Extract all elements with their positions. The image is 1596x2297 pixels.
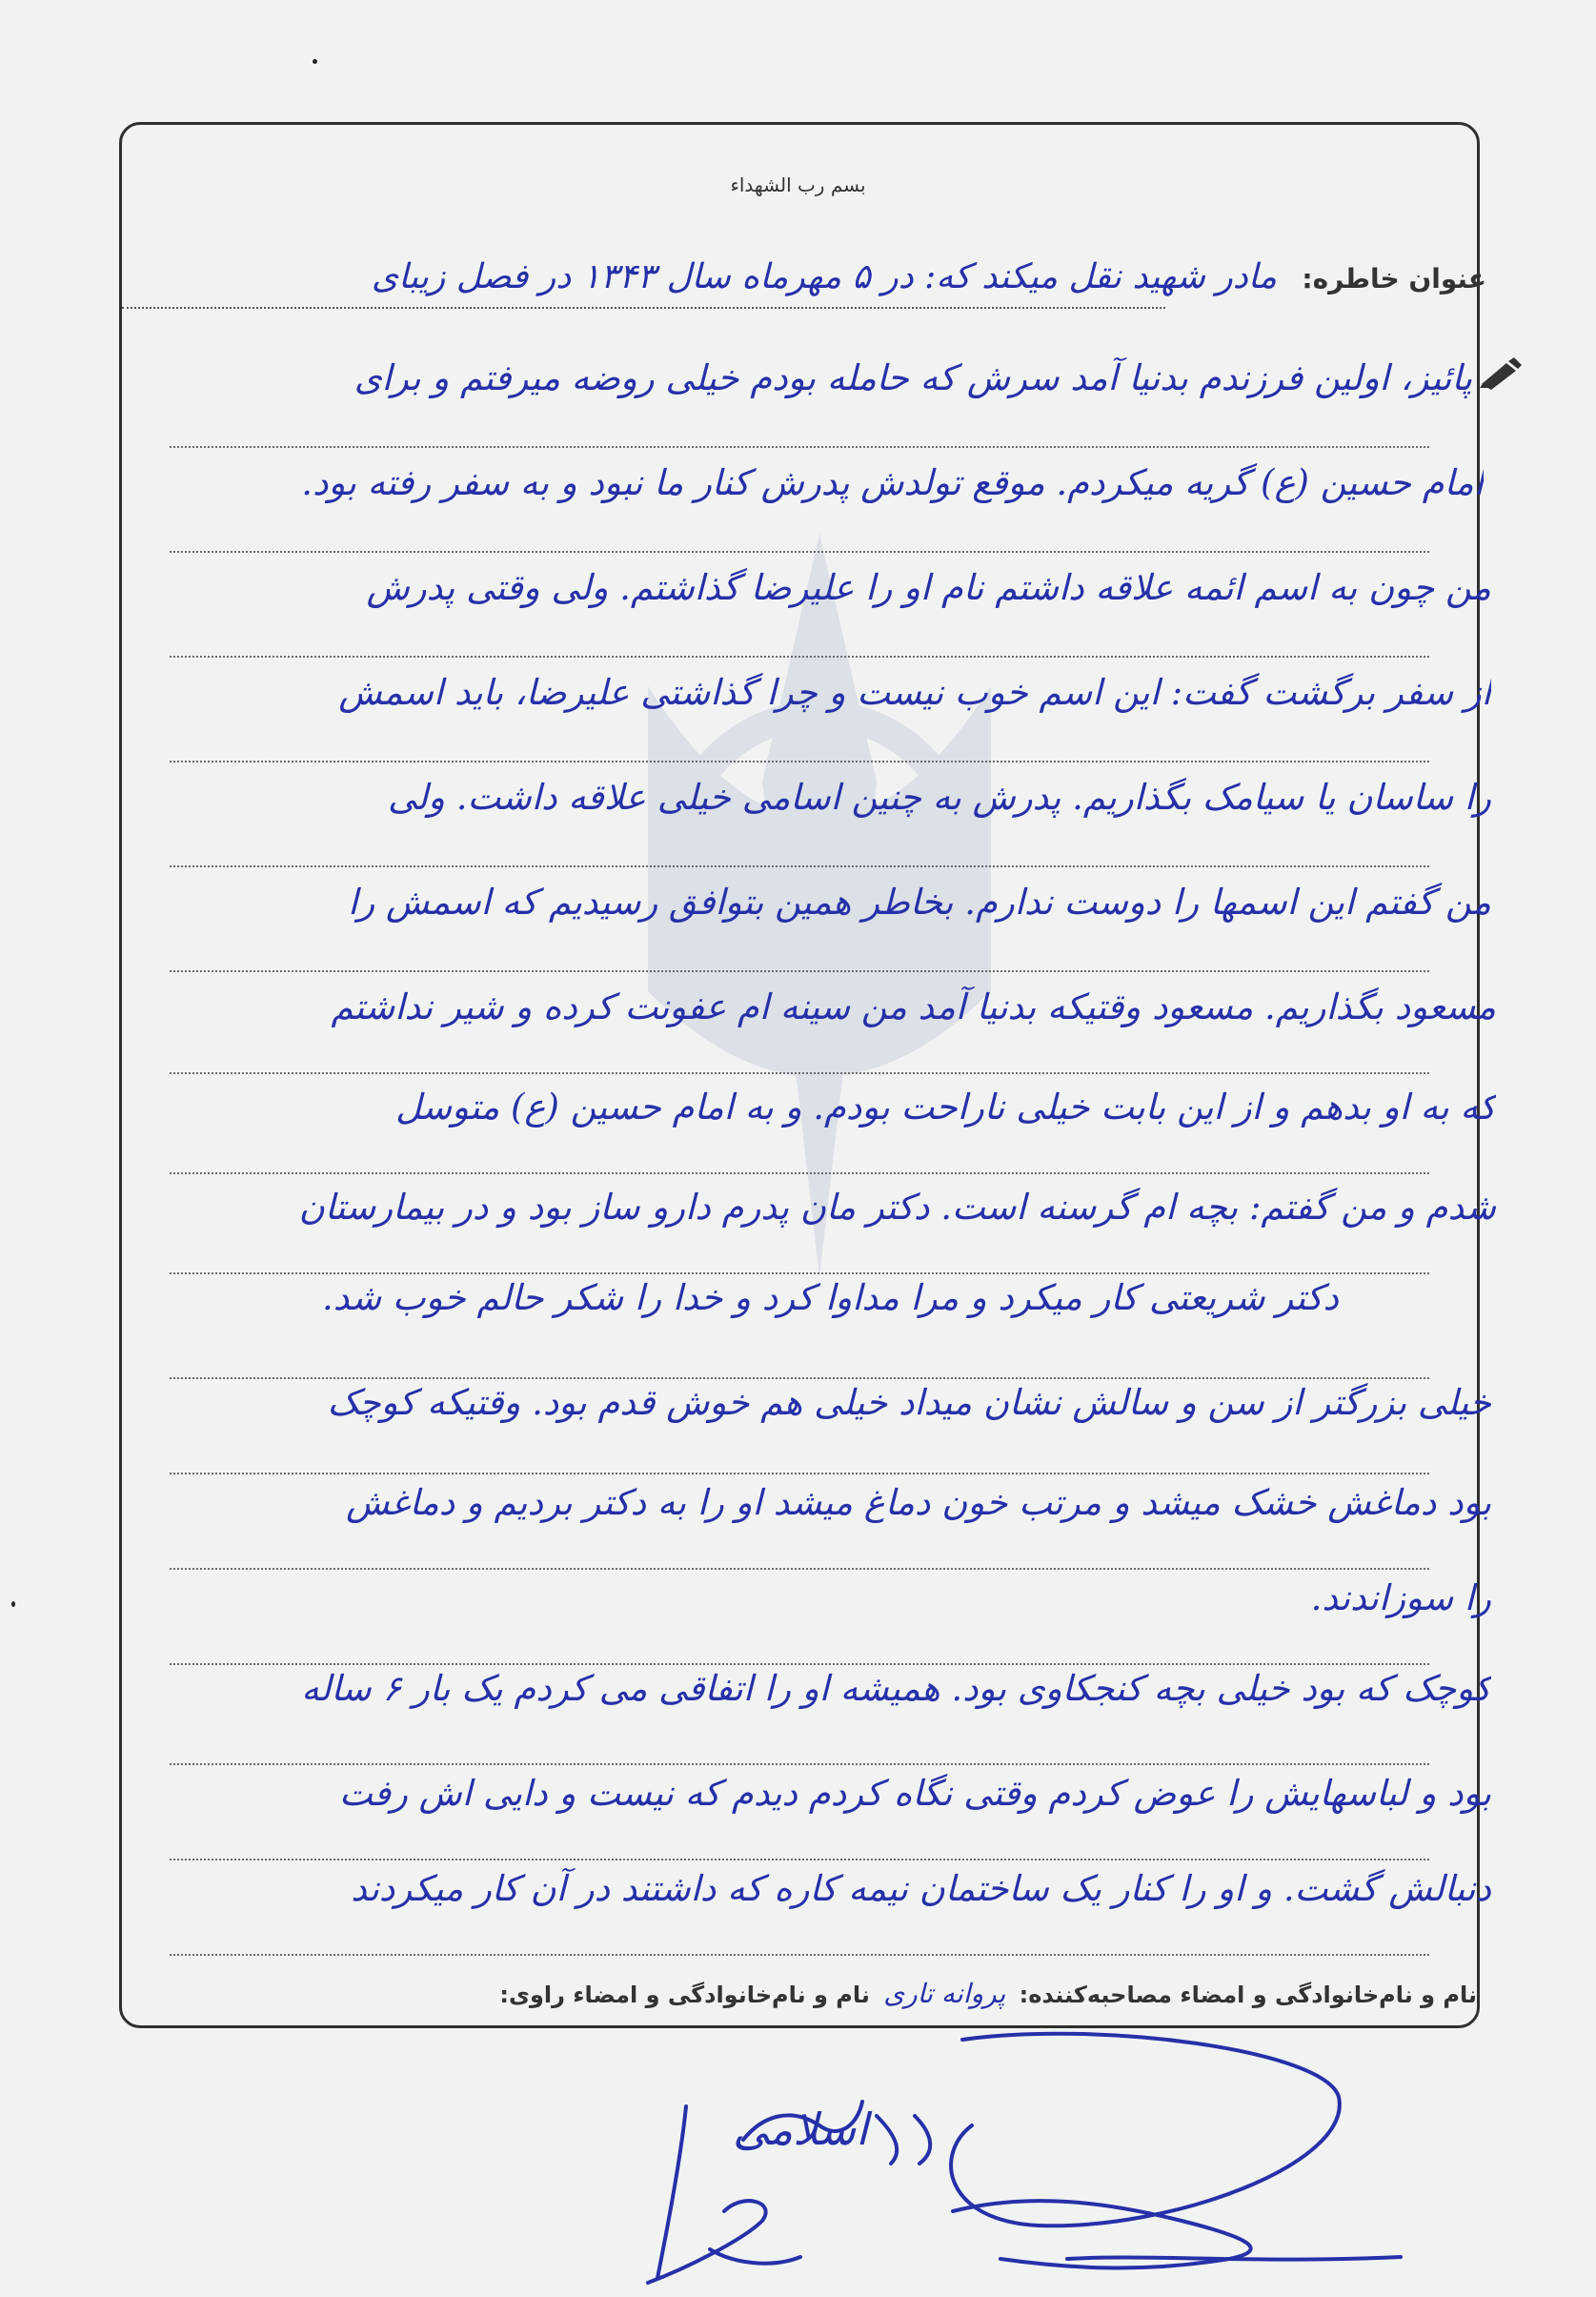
body-line-2: امام حسین (ع) گریه میکردم. موقع تولدش پدرش کنار ما نبود و به سفر رفته بود.	[301, 462, 1484, 503]
body-line-5: را ساسان یا سیامک بگذاریم. پدرش به چنین اسامی خیلی علاقه داشت. ولی	[387, 777, 1491, 818]
pen-icon	[1478, 357, 1522, 390]
ruled-line	[170, 656, 1429, 658]
narrator-signature	[951, 2034, 1401, 2268]
narrator-label: نام و نام‌خانوادگی و امضاء راوی:	[499, 1982, 870, 2008]
ruled-line	[170, 761, 1429, 762]
ruled-line	[170, 1473, 1429, 1474]
ruled-line	[170, 1272, 1429, 1274]
interviewer-signature	[648, 2102, 930, 2283]
ruled-line	[170, 970, 1429, 972]
ruled-line	[170, 865, 1429, 867]
footer-signature-row	[124, 1978, 1477, 2009]
body-line-16: دنبالش گشت. و او را کنار یک ساختمان نیمه کاره که داشتند در آن کار میکردند	[351, 1868, 1491, 1909]
body-line-7: مسعود بگذاریم. مسعود وقتیکه بدنیا آمد من سینه ام عفونت کرده و شیر نداشتم	[331, 986, 1496, 1027]
ruled-line	[170, 1663, 1429, 1665]
basmala-heading: بسم رب الشهداء	[730, 173, 866, 196]
ruled-line	[170, 1072, 1429, 1074]
body-line-12: بود دماغش خشک میشد و مرتب خون دماغ میشد او را به دکتر بردیم و دماغش	[346, 1482, 1491, 1523]
title-underline	[122, 307, 1165, 309]
body-line-4: از سفر برگشت گفت: این اسم خوب نیست و چرا گذاشتی علیرضا، باید اسمش	[338, 672, 1491, 713]
body-line-3: من چون به اسم ائمه علاقه داشتم نام او را علیرضا گذاشتم. ولی وقتی پدرش	[366, 567, 1491, 608]
ruled-line	[170, 1859, 1429, 1860]
body-line-15: بود و لباسهایش را عوض کردم وقتی نگاه کردم دیدم که نیست و دایی اش رفت	[339, 1773, 1491, 1814]
body-line-14: کوچک که بود خیلی بچه کنجکاوی بود. همیشه او را اتفاقی می کردم یک بار ۶ ساله	[301, 1668, 1491, 1709]
interviewer-name: پروانه تاری	[883, 1978, 1006, 2009]
ruled-line	[170, 1568, 1429, 1570]
body-line-13: را سوزاندند.	[1310, 1577, 1491, 1618]
speck	[11, 1601, 15, 1607]
signature-name: اسلامی	[733, 2104, 868, 2155]
memory-title-text: مادر شهید نقل میکند که: در ۵ مهرماه سال ۱۳۴۳ در فصل زیبای	[371, 257, 1277, 296]
ruled-line	[170, 551, 1429, 553]
body-line-1: پائیز، اولین فرزندم بدنیا آمد سرش که حامله بودم خیلی روضه میرفتم و برای	[354, 357, 1472, 398]
ruled-line	[170, 1172, 1429, 1174]
body-line-10: دکتر شریعتی کار میکرد و مرا مداوا کرد و خدا را شکر حالم خوب شد.	[321, 1277, 1339, 1318]
ruled-line	[170, 1954, 1429, 1956]
interviewer-label: نام و نام‌خانوادگی و امضاء مصاحبه‌کننده:	[1019, 1982, 1477, 2008]
ruled-line	[170, 1377, 1429, 1379]
body-line-8: که به او بدهم و از این بابت خیلی ناراحت بودم. و به امام حسین (ع) متوسل	[395, 1087, 1496, 1128]
memory-title-label: عنوان خاطره:	[1302, 263, 1486, 295]
ruled-line	[170, 446, 1429, 448]
body-line-9: شدم و من گفتم: بچه ام گرسنه است. دکتر مان پدرم دارو ساز بود و در بیمارستان	[298, 1187, 1496, 1228]
ruled-line	[170, 1763, 1429, 1765]
body-line-11: خیلی بزرگتر از سن و سالش نشان میداد خیلی هم خوش قدم بود. وقتیکه کوچک	[327, 1382, 1491, 1423]
speck	[313, 59, 317, 64]
body-line-6: من گفتم این اسمها را دوست ندارم. بخاطر همین بتوافق رسیدیم که اسمش را	[348, 882, 1491, 923]
